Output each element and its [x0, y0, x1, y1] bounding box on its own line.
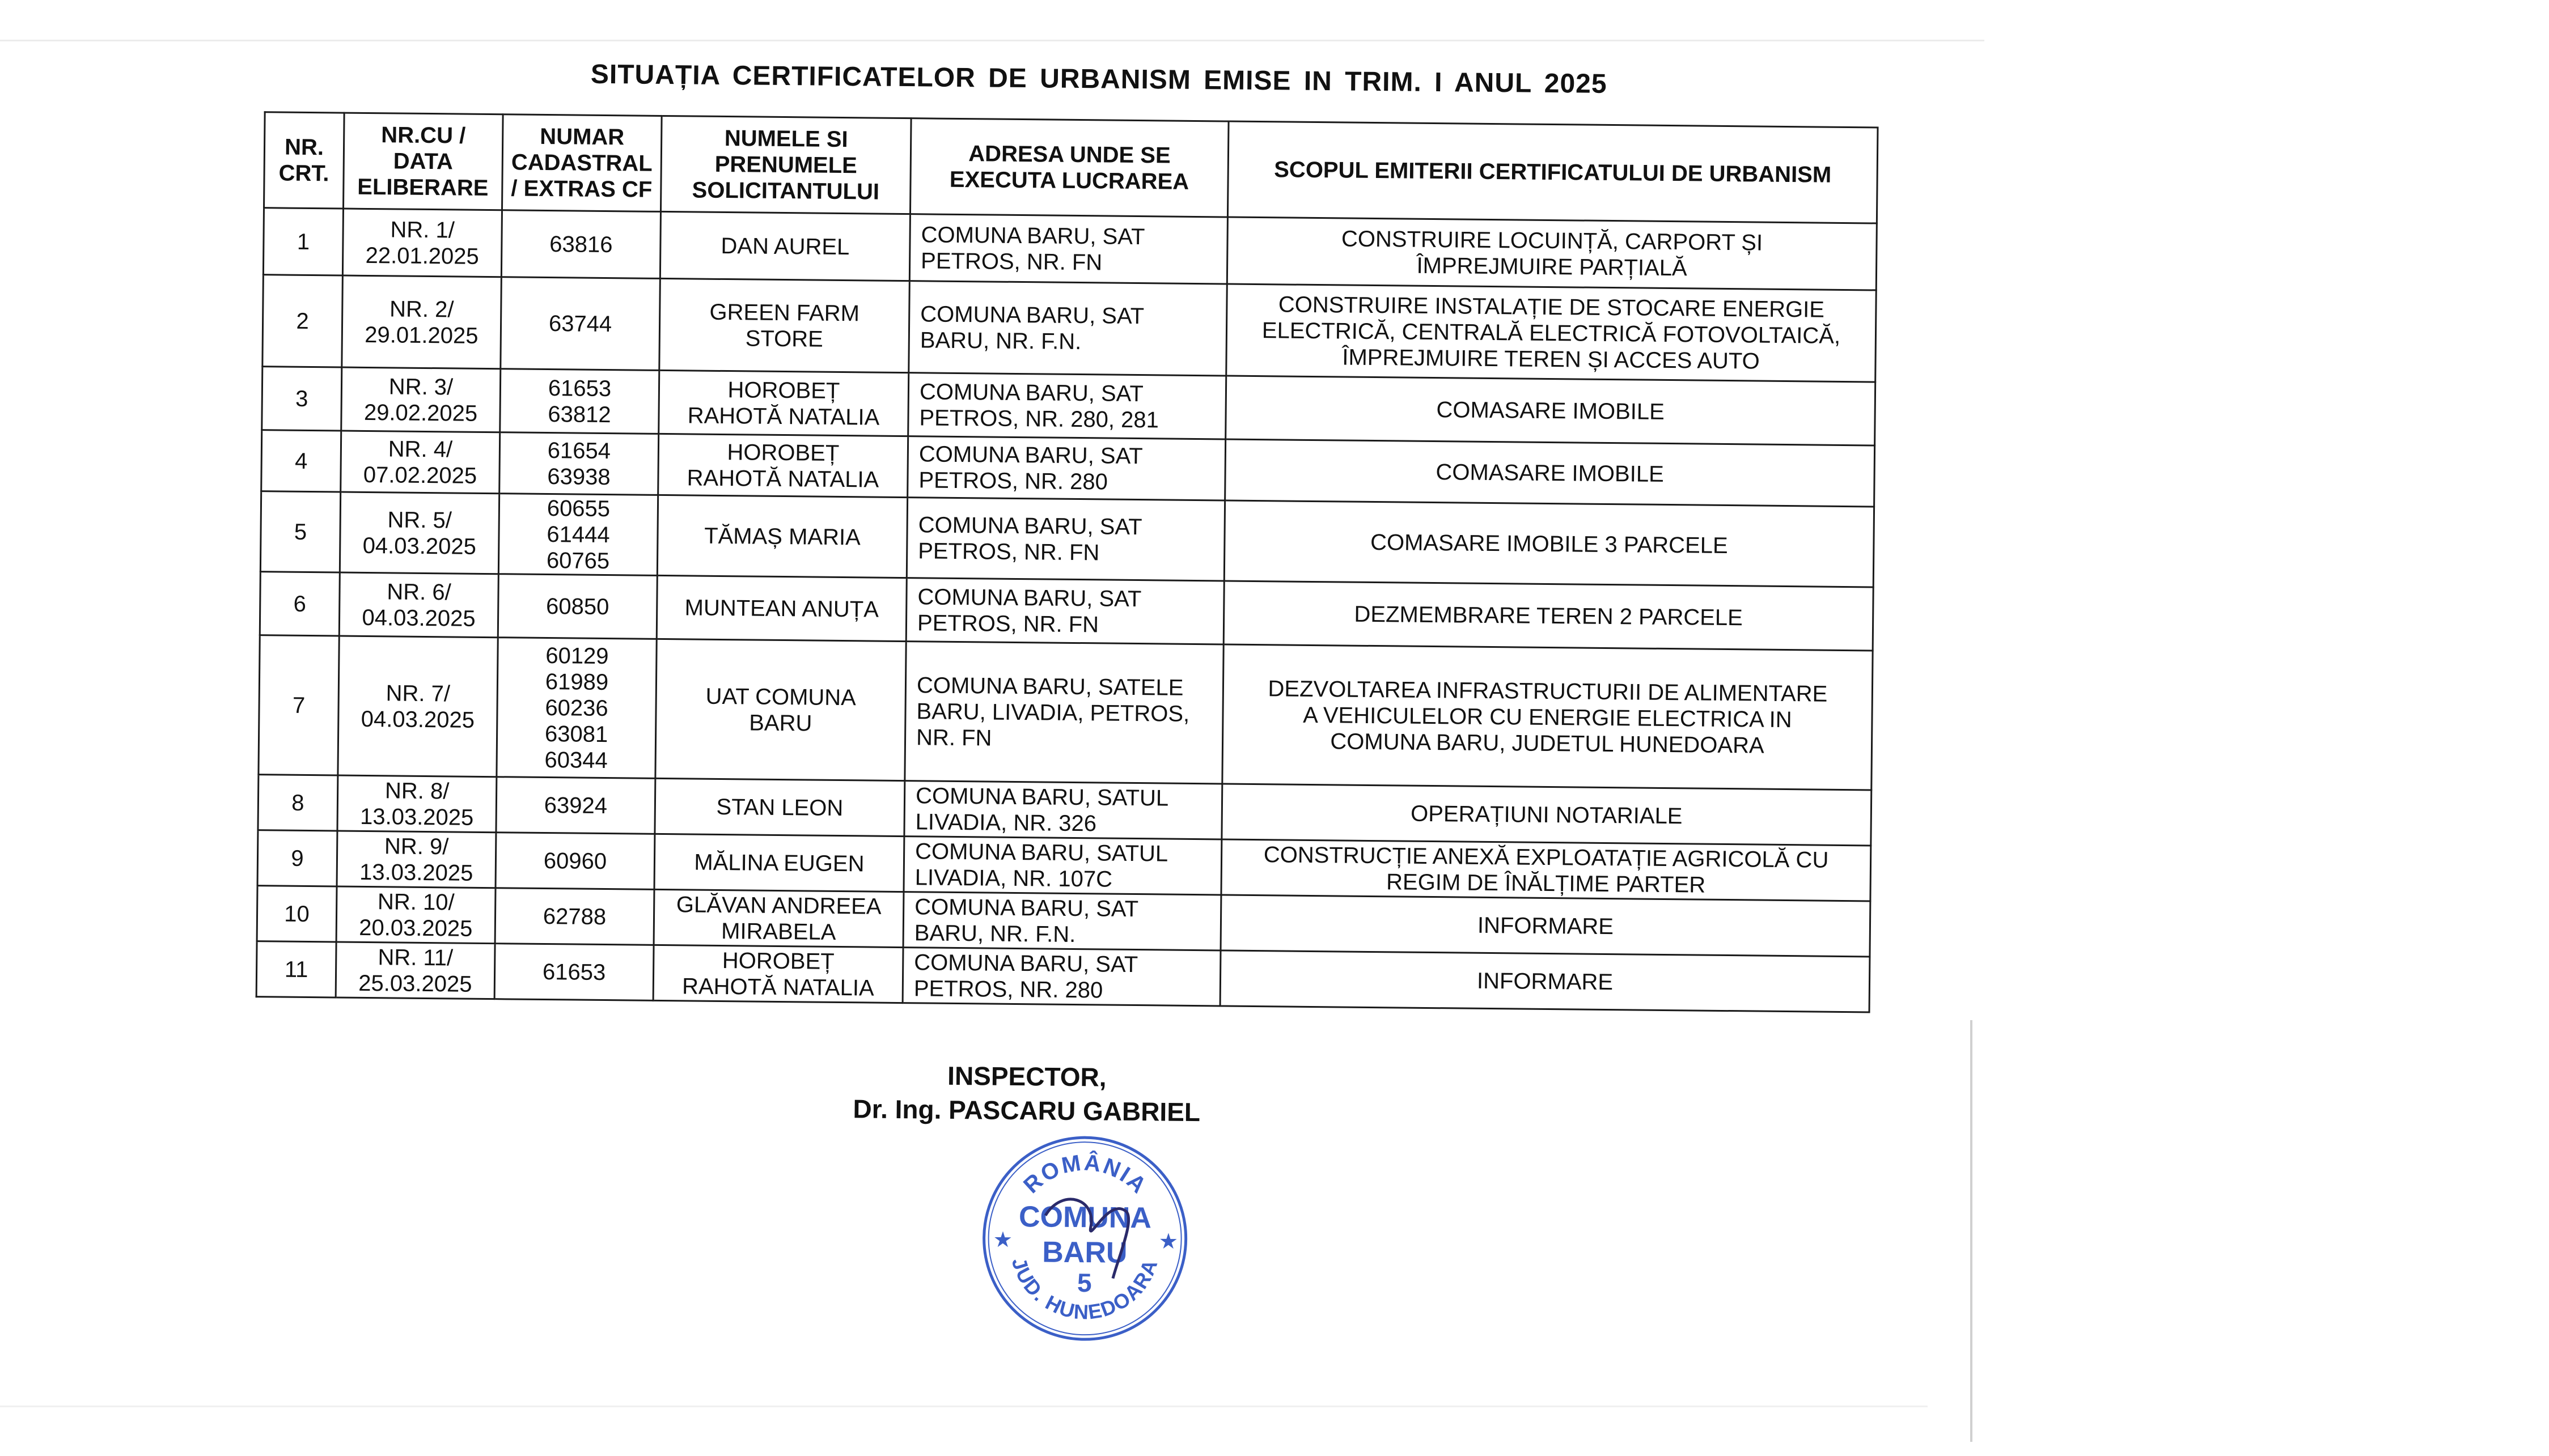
cell-nr-crt: 7	[259, 635, 339, 775]
cell-adresa: COMUNA BARU, SAT PETROS, NR. 280	[903, 948, 1221, 1006]
cell-solicitant: MĂLINA EUGEN	[654, 834, 904, 892]
cell-cadastral: 61653	[494, 944, 654, 1001]
cell-scop: INFORMARE	[1220, 950, 1870, 1012]
cell-solicitant: TĂMAȘ MARIA	[657, 495, 907, 578]
cell-nr-crt: 10	[257, 886, 337, 942]
cell-cadastral: 63816	[501, 210, 660, 279]
certificates-table	[256, 111, 1879, 1013]
stamp-text-top: ROMÂNIA	[1019, 1150, 1153, 1199]
header-adresa: ADRESA UNDE SE EXECUTA LUCRAREA	[910, 118, 1229, 217]
cell-scop: DEZVOLTAREA INFRASTRUCTURII DE ALIMENTARE A VEHICULELOR CU ENERGIE ELECTRICA IN COMUNA BARU, JUDETUL HUNEDOARA	[1222, 644, 1873, 790]
cell-nr-crt: 11	[256, 941, 336, 997]
signature-name: Dr. Ing. PASCARU GABRIEL	[853, 1094, 1201, 1127]
cell-nr-cu: NR. 11/ 25.03.2025	[336, 942, 495, 999]
cell-nr-cu: NR. 6/ 04.03.2025	[339, 572, 498, 638]
stamp-text-bottom: JUD. HUNEDOARA	[1007, 1255, 1163, 1324]
cell-scop: OPERAȚIUNI NOTARIALE	[1222, 784, 1871, 846]
cell-cadastral: 62788	[495, 888, 654, 945]
cell-solicitant: HOROBEȚ RAHOTĂ NATALIA	[658, 434, 908, 497]
cell-scop: CONSTRUIRE LOCUINȚĂ, CARPORT ȘI ÎMPREJMUIRE PARȚIALĂ	[1227, 217, 1877, 290]
cell-adresa: COMUNA BARU, SAT BARU, NR. F.N.	[909, 281, 1227, 376]
cell-adresa: COMUNA BARU, SATELE BARU, LIVADIA, PETROS, NR. FN	[905, 642, 1223, 784]
star-left-icon: ★	[994, 1229, 1012, 1251]
cell-nr-cu: NR. 3/ 29.02.2025	[341, 367, 501, 432]
cell-nr-cu: NR. 1/ 22.01.2025	[342, 209, 502, 277]
document-title: SITUAȚIA CERTIFICATELOR DE URBANISM EMISE IN TRIM. I ANUL 2025	[590, 59, 1607, 99]
cell-solicitant: MUNTEAN ANUȚA	[657, 575, 907, 641]
cell-cadastral: 63744	[501, 277, 660, 371]
cell-scop: CONSTRUCȚIE ANEXĂ EXPLOATAȚIE AGRICOLĂ CU REGIM DE ÎNĂLȚIME PARTER	[1221, 839, 1871, 901]
cell-nr-cu: NR. 7/ 04.03.2025	[338, 636, 498, 777]
cell-solicitant: GLĂVAN ANDREEA MIRABELA	[654, 889, 904, 947]
stamp-text-center: BARU	[1041, 1236, 1128, 1270]
table-row	[259, 635, 1873, 790]
cell-nr-cu: NR. 4/ 07.02.2025	[341, 431, 500, 494]
cell-cadastral: 60850	[498, 574, 657, 639]
cell-cadastral: 63924	[496, 777, 655, 834]
cell-scop: COMASARE IMOBILE 3 PARCELE	[1224, 500, 1874, 587]
signature-block	[811, 1058, 1243, 1130]
cell-solicitant: HOROBEȚ RAHOTĂ NATALIA	[659, 370, 909, 436]
cell-nr-crt: 6	[260, 572, 340, 636]
table-header-row	[264, 112, 1878, 223]
cell-solicitant: STAN LEON	[655, 778, 905, 836]
cell-solicitant: UAT COMUNA BARU	[655, 639, 906, 780]
cell-nr-crt: 1	[263, 208, 343, 275]
stamp-text-middle: COMUNA	[1018, 1200, 1152, 1235]
cell-adresa: COMUNA BARU, SAT PETROS, NR. FN	[907, 498, 1225, 581]
cell-nr-cu: NR. 10/ 20.03.2025	[336, 886, 496, 944]
cell-adresa: COMUNA BARU, SATUL LIVADIA, NR. 107C	[904, 837, 1222, 895]
cell-adresa: COMUNA BARU, SAT PETROS, NR. FN	[906, 578, 1224, 644]
cell-cadastral: 60960	[496, 833, 655, 890]
cell-nr-crt: 3	[262, 367, 342, 431]
cell-nr-crt: 4	[261, 430, 341, 492]
star-right-icon: ★	[1159, 1230, 1178, 1253]
cell-solicitant: HOROBEȚ RAHOTĂ NATALIA	[653, 945, 903, 1003]
official-stamp	[976, 1130, 1194, 1347]
cell-nr-crt: 2	[262, 275, 343, 367]
cell-adresa: COMUNA BARU, SAT PETROS, NR. 280	[908, 436, 1226, 500]
cell-adresa: COMUNA BARU, SATUL LIVADIA, NR. 326	[904, 781, 1222, 839]
signature-role: INSPECTOR,	[947, 1060, 1107, 1092]
cell-cadastral: 60129 61989 60236 63081 60344	[497, 638, 657, 779]
cell-scop: INFORMARE	[1221, 895, 1870, 957]
cell-scop: COMASARE IMOBILE	[1225, 439, 1875, 507]
cell-solicitant: DAN AUREL	[660, 211, 910, 281]
header-nr-cu: NR.CU / DATA ELIBERARE	[344, 113, 503, 210]
cell-nr-crt: 8	[258, 775, 338, 831]
cell-scop: DEZMEMBRARE TEREN 2 PARCELE	[1223, 581, 1873, 651]
stamp-text-number: 5	[1077, 1268, 1092, 1298]
header-cadastral: NUMAR CADASTRAL / EXTRAS CF	[502, 114, 662, 212]
header-solicitant: NUMELE SI PRENUMELE SOLICITANTULUI	[660, 116, 911, 214]
cell-cadastral: 61654 63938	[499, 432, 659, 495]
table-row	[260, 491, 1874, 587]
cell-nr-cu: NR. 5/ 04.03.2025	[340, 492, 499, 574]
cell-scop: COMASARE IMOBILE	[1226, 376, 1875, 445]
cell-adresa: COMUNA BARU, SAT PETROS, NR. FN	[909, 214, 1227, 284]
cell-cadastral: 60655 61444 60765	[498, 494, 658, 576]
cell-nr-cu: NR. 2/ 29.01.2025	[342, 275, 502, 369]
cell-adresa: COMUNA BARU, SAT BARU, NR. F.N.	[903, 892, 1221, 950]
table-body	[256, 208, 1877, 1012]
cell-nr-cu: NR. 9/ 13.03.2025	[337, 831, 496, 888]
cell-nr-crt: 5	[260, 491, 340, 572]
cell-nr-crt: 9	[257, 830, 337, 886]
table-row	[262, 275, 1876, 382]
cell-cadastral: 61653 63812	[500, 369, 659, 434]
header-scop: SCOPUL EMITERII CERTIFICATULUI DE URBANISM	[1227, 121, 1878, 223]
cell-scop: CONSTRUIRE INSTALAȚIE DE STOCARE ENERGIE ELECTRICĂ, CENTRALĂ ELECTRICĂ FOTOVOLTAICĂ, ÎMPREJMUIRE TEREN ȘI ACCES AUTO	[1226, 284, 1877, 382]
cell-solicitant: GREEN FARM STORE	[659, 278, 910, 372]
cell-adresa: COMUNA BARU, SAT PETROS, NR. 280, 281	[908, 373, 1226, 439]
header-nr-crt: NR. CRT.	[264, 112, 345, 209]
cell-nr-cu: NR. 8/ 13.03.2025	[337, 775, 497, 833]
